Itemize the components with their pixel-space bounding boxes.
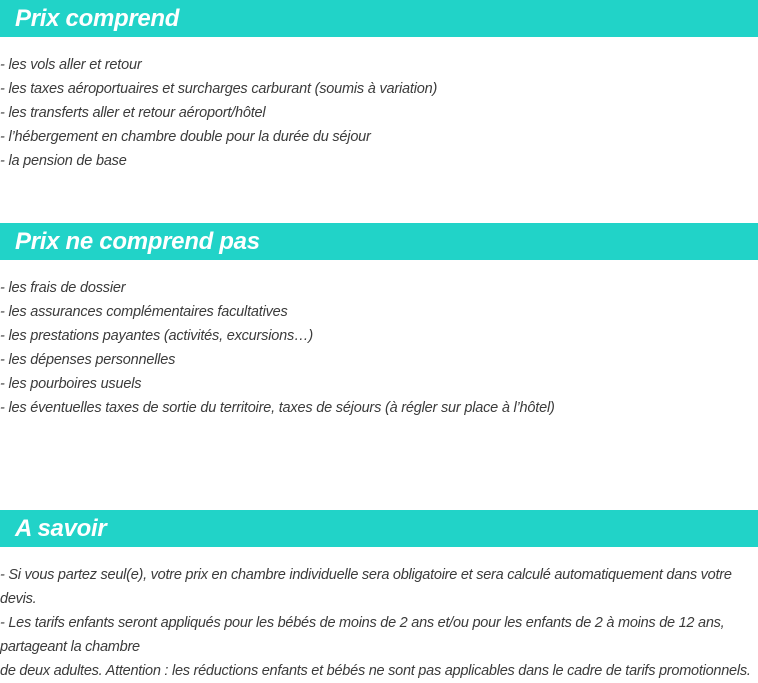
included-list <box>0 53 758 173</box>
list-item: - les pourboires usuels <box>0 376 142 392</box>
info-paragraph: - Si vous partez seul(e), votre prix en chambre individuelle sera obligatoire et sera calculé automatiquement dans votre devis. <box>0 567 732 607</box>
section-title-prix-comprend: Prix comprend <box>0 0 758 37</box>
info-paragraphs <box>0 563 758 683</box>
list-item: - la pension de base <box>0 153 127 169</box>
list-item: - les dépenses personnelles <box>0 352 176 368</box>
list-item: - les transferts aller et retour aéroport/hôtel <box>0 105 266 121</box>
list-item: - les vols aller et retour <box>0 57 142 73</box>
section-title-prix-ne-comprend-pas: Prix ne comprend pas <box>0 223 758 260</box>
list-item: - l’hébergement en chambre double pour la durée du séjour <box>0 129 371 145</box>
list-item: - les frais de dossier <box>0 280 126 296</box>
list-item: - les assurances complémentaires facultatives <box>0 304 288 320</box>
excluded-list <box>0 276 758 420</box>
info-paragraph: - Les tarifs enfants seront appliqués pour les bébés de moins de 2 ans et/ou pour les enfants de 2 à moins de 12 ans, partageant la chambre <box>0 615 725 655</box>
list-item: - les prestations payantes (activités, excursions…) <box>0 328 313 344</box>
info-paragraph: de deux adultes. Attention : les réductions enfants et bébés ne sont pas applicables dans le cadre de tarifs promotionnels. <box>0 663 751 679</box>
section-title-a-savoir: A savoir <box>0 510 758 547</box>
list-item: - les éventuelles taxes de sortie du territoire, taxes de séjours (à régler sur place à l’hôtel) <box>0 400 555 416</box>
list-item: - les taxes aéroportuaires et surcharges carburant (soumis à variation) <box>0 81 438 97</box>
